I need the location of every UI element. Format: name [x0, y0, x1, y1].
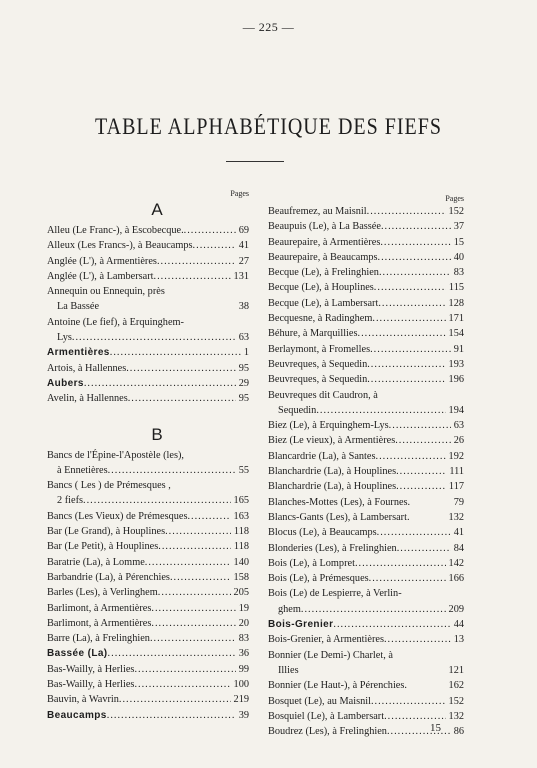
entry-text: Avelin, à Hallennes: [47, 393, 128, 405]
entry-page: 140: [233, 556, 249, 568]
index-entry: [47, 708, 249, 723]
entry-text: Barbandrie (La), à Pérenchies: [47, 571, 170, 583]
section-letter: B: [151, 424, 163, 444]
entry-text: Barlimont, à Armentières: [47, 602, 152, 614]
entry-text: Barles (Les), à Verlinghem: [47, 587, 158, 599]
dot-leader: [184, 223, 236, 238]
entry-page: 41: [238, 240, 249, 252]
index-entry: [268, 280, 464, 295]
entry-page: 152: [448, 695, 464, 707]
entry-text: Bosquet (Le), au Maisnil: [268, 695, 371, 707]
entry-text: Becquesne, à Radinghem: [268, 313, 373, 325]
signature-number: 15: [430, 722, 441, 734]
index-entry: [47, 692, 249, 707]
entry-page: 132: [448, 710, 464, 722]
entry-text: Beaucamps: [47, 709, 107, 721]
dot-leader: [119, 692, 231, 707]
entry-page: 115: [448, 282, 464, 294]
index-entry: [268, 464, 464, 479]
index-entry: [268, 219, 464, 234]
dot-leader: [396, 479, 446, 494]
index-entry: [268, 418, 464, 433]
entry-page: 91: [453, 343, 464, 355]
entry-text: Bancs de l'Épine-l'Apostèle (les),: [47, 449, 184, 461]
entry-page: 55: [238, 464, 249, 476]
index-entry: [47, 646, 249, 661]
index-entry: [47, 570, 249, 585]
entry-page: 219: [233, 694, 249, 706]
entry-page: 166: [448, 573, 464, 585]
entry-text: Bancs (Les Vieux) de Prémesques: [47, 510, 188, 522]
dot-leader: [395, 433, 450, 448]
dot-leader: [299, 663, 446, 678]
entry-page: 13: [453, 634, 464, 646]
entry-text: Bar (Le Grand), à Houplines: [47, 526, 166, 538]
index-entry: [47, 269, 249, 284]
dot-leader: [99, 299, 236, 314]
entry-text: Bois-Grenier, à Armentières: [268, 634, 384, 646]
entry-text: Bonnier (Le Demi-) Charlet, à: [268, 649, 393, 661]
dot-leader: [83, 493, 231, 508]
entry-text: Bas-Wailly, à Herlies: [47, 663, 135, 675]
index-entry-continued: [47, 448, 249, 463]
index-entry: [47, 238, 249, 253]
entry-page: 196: [448, 374, 464, 386]
dot-leader: [376, 449, 446, 464]
dot-leader: [355, 556, 446, 571]
index-entry: [268, 311, 464, 326]
entry-page: 165: [233, 495, 249, 507]
title-rule: [226, 161, 284, 162]
entry-text: Bar (Le Petit), à Houplines: [47, 541, 159, 553]
entry-text: Lys: [57, 332, 72, 344]
entry-page: 26: [453, 435, 464, 447]
dot-leader: [134, 677, 230, 692]
pages-label: Pages: [445, 194, 464, 203]
index-entry: [47, 493, 249, 508]
index-entry: [47, 330, 249, 345]
page-title: TABLE ALPHABÉTIQUE DES FIEFS: [95, 114, 442, 140]
index-entry: [47, 391, 249, 406]
entry-page: 37: [453, 221, 464, 233]
entry-text: Artois, à Hallennes: [47, 362, 127, 374]
index-entry: [268, 541, 464, 556]
entry-text: Alleux (Les Francs-), à Beaucamps: [47, 240, 193, 252]
index-entry: [268, 678, 464, 693]
index-entry-continued: [47, 315, 249, 330]
entry-text: Beuvreques dit Caudron, à: [268, 389, 378, 401]
entry-page: 95: [238, 362, 249, 374]
index-entry: [268, 694, 464, 709]
dot-leader: [151, 601, 235, 616]
index-entry: [268, 571, 464, 586]
entry-text: Béhure, à Marquillies: [268, 328, 358, 340]
dot-leader: [165, 524, 231, 539]
entry-page: 152: [448, 206, 464, 217]
index-entry: [47, 631, 249, 646]
entry-page: 194: [448, 404, 464, 416]
page-number: — 225 —: [242, 20, 295, 34]
entry-text: Illies: [278, 664, 299, 676]
entry-page: 39: [238, 709, 249, 721]
dot-leader: [379, 265, 451, 280]
entry-page: 79: [453, 496, 464, 508]
index-column-right: [268, 193, 464, 739]
entry-text: Biez (Le), à Erquinghem-Lys: [268, 420, 389, 432]
dot-leader: [410, 510, 446, 525]
entry-page: 209: [448, 603, 464, 615]
dot-leader: [374, 280, 446, 295]
index-entry: [47, 616, 249, 631]
entry-text: Beuvreques, à Sequedin: [268, 358, 368, 370]
entry-page: 63: [453, 420, 464, 432]
entry-page: 15: [453, 236, 464, 248]
entry-page: 1: [243, 347, 249, 359]
entry-text: Beaupuis (Le), à La Bassée: [268, 221, 381, 233]
entry-text: Bois (Le) de Lespierre, à Verlin-: [268, 588, 402, 600]
index-entry: [268, 250, 464, 265]
entry-page: 36: [238, 648, 249, 660]
index-entry: [268, 342, 464, 357]
dot-leader: [108, 646, 236, 661]
entry-page: 128: [448, 297, 464, 309]
entry-text: Baratrie (La), à Lomme: [47, 556, 145, 568]
dot-leader: [371, 694, 446, 709]
index-entry: [47, 677, 249, 692]
dot-leader: [372, 311, 445, 326]
entry-text: Blanches-Mottes (Les), à Fournes.: [268, 496, 411, 508]
entry-page: 163: [233, 510, 249, 522]
entry-page: 162: [448, 680, 464, 692]
entry-text: ghem: [278, 603, 301, 615]
index-entry: [268, 632, 464, 647]
section-letter: A: [151, 200, 163, 219]
dot-leader: [301, 602, 446, 617]
entry-text: Anglée (L'), à Armentières: [47, 255, 157, 267]
entry-page: 84: [453, 542, 464, 554]
entry-text: Bonnier (Le Haut-), à Pérenchies.: [268, 680, 407, 692]
index-entry: [268, 403, 464, 418]
index-entry: [47, 585, 249, 600]
dot-leader: [107, 708, 236, 723]
index-entry: [47, 539, 249, 554]
dot-leader: [72, 330, 236, 345]
entry-text: Blocus (Le), à Beaucamps: [268, 527, 377, 539]
entry-text: Becque (Le), à Lambersart: [268, 297, 379, 309]
index-entry: [268, 449, 464, 464]
index-entry: [268, 479, 464, 494]
index-entry: [268, 495, 464, 510]
entry-page: 158: [233, 571, 249, 583]
index-entry: [268, 433, 464, 448]
index-entry: [47, 555, 249, 570]
dot-leader: [389, 418, 451, 433]
index-entry: [268, 296, 464, 311]
entry-text: Aubers: [47, 377, 84, 389]
entry-page: 40: [453, 251, 464, 263]
index-entry: [268, 265, 464, 280]
entry-page: 205: [233, 587, 249, 599]
index-column-left: [47, 188, 249, 723]
entry-page: 44: [453, 619, 464, 631]
entry-text: Armentières: [47, 347, 110, 359]
index-entry: [47, 509, 249, 524]
index-entry: [268, 556, 464, 571]
entry-page: 19: [238, 602, 249, 614]
entry-page: 154: [448, 328, 464, 340]
dot-leader: [381, 219, 451, 234]
dot-leader: [367, 372, 445, 387]
entry-page: 118: [233, 541, 249, 553]
entry-text: Beaurepaire, à Beaucamps: [268, 251, 378, 263]
index-entry-continued: [47, 284, 249, 299]
index-entry: [268, 204, 464, 219]
dot-leader: [407, 678, 446, 693]
dot-leader: [377, 525, 451, 540]
index-entry: [268, 617, 464, 632]
entry-text: Antoine (Le fief), à Erquinghem-: [47, 316, 184, 328]
index-entry: [268, 663, 464, 678]
dot-leader: [387, 724, 451, 739]
entry-text: Barlimont, à Armentières: [47, 617, 152, 629]
entry-page: 83: [238, 633, 249, 645]
dot-leader: [126, 361, 235, 376]
dot-leader: [397, 541, 451, 556]
dot-leader: [157, 254, 236, 269]
entry-text: Beuvreques, à Sequedin: [268, 374, 368, 386]
entry-page: 192: [448, 450, 464, 462]
index-entry: [268, 372, 464, 387]
dot-leader: [333, 617, 450, 632]
entry-text: Bas-Wailly, à Herlies: [47, 679, 135, 691]
entry-text: Beaufremez, au Maisnil: [268, 206, 367, 217]
index-entry: [47, 223, 249, 238]
dot-leader: [367, 204, 446, 219]
entry-text: Alleu (Le Franc-), à Escobecque.: [47, 225, 184, 236]
dot-leader: [367, 357, 445, 372]
dot-leader: [145, 555, 231, 570]
entry-page: 121: [448, 664, 464, 676]
entry-page: 193: [448, 358, 464, 370]
entry-text: Berlaymont, à Fromelles: [268, 343, 371, 355]
dot-leader: [150, 631, 236, 646]
dot-leader: [369, 571, 446, 586]
entry-text: 2 fiefs: [57, 495, 84, 507]
entry-page: 132: [448, 511, 464, 523]
entry-text: Bois (Le), à Lompret: [268, 557, 355, 569]
entry-text: Becque (Le), à Houplines: [268, 282, 374, 294]
dot-leader: [128, 391, 236, 406]
index-entry: [47, 662, 249, 677]
entry-page: 69: [238, 225, 249, 236]
index-entry-continued: [268, 388, 464, 403]
entry-text: à Ennetières: [57, 464, 108, 476]
entry-page: 100: [233, 679, 249, 691]
entry-text: Becque (Le), à Frelinghien: [268, 267, 379, 279]
dot-leader: [380, 235, 450, 250]
entry-text: Biez (Le vieux), à Armentières: [268, 435, 396, 447]
entry-page: 29: [238, 377, 249, 389]
index-entry: [47, 376, 249, 391]
index-entry-continued: [268, 648, 464, 663]
pages-label: Pages: [230, 189, 249, 198]
entry-page: 99: [238, 663, 249, 675]
entry-page: 20: [238, 617, 249, 629]
entry-text: Bancs ( Les ) de Prémesques ,: [47, 480, 171, 492]
index-entry: [268, 510, 464, 525]
index-entry: [47, 361, 249, 376]
index-entry-continued: [47, 478, 249, 493]
index-entry: [47, 463, 249, 478]
entry-text: Bauvin, à Wavrin: [47, 694, 119, 706]
dot-leader: [384, 632, 451, 647]
entry-page: 117: [448, 481, 464, 493]
entry-page: 95: [238, 393, 249, 405]
entry-text: Bassée (La): [47, 648, 108, 660]
entry-page: 83: [453, 267, 464, 279]
entry-text: Blancardrie (La), à Santes: [268, 450, 376, 462]
entry-page: 171: [448, 313, 464, 325]
entry-text: Bois (Le), à Prémesques: [268, 573, 369, 585]
dot-leader: [396, 464, 446, 479]
entry-text: Sequedin: [278, 404, 317, 416]
dot-leader: [410, 495, 451, 510]
dot-leader: [108, 463, 236, 478]
index-entry: [47, 254, 249, 269]
entry-text: Blanchardrie (La), à Houplines: [268, 466, 397, 478]
entry-text: Annequin ou Ennequin, près: [47, 286, 165, 298]
entry-page: 38: [238, 301, 249, 313]
entry-page: 111: [449, 466, 464, 478]
entry-text: Blanchardrie (La), à Houplines: [268, 481, 397, 493]
entry-page: 142: [448, 557, 464, 569]
dot-leader: [84, 376, 236, 391]
entry-text: Bois-Grenier: [268, 619, 334, 631]
dot-leader: [110, 345, 241, 360]
entry-page: 41: [453, 527, 464, 539]
entry-page: 63: [238, 332, 249, 344]
dot-leader: [378, 296, 445, 311]
entry-text: Blonderies (Les), à Frelinghien: [268, 542, 397, 554]
entry-page: 131: [233, 270, 249, 282]
dot-leader: [187, 509, 230, 524]
dot-leader: [158, 539, 231, 554]
index-entry: [47, 299, 249, 314]
dot-leader: [378, 250, 451, 265]
index-entry: [268, 357, 464, 372]
index-entry: [268, 525, 464, 540]
entry-text: Blancs-Gants (Les), à Lambersart.: [268, 511, 410, 523]
entry-text: Boudrez (Les), à Frelinghien: [268, 726, 387, 738]
entry-text: Anglée (L'), à Lambersart: [47, 270, 154, 282]
entry-text: Barre (La), à Frelinghien: [47, 633, 150, 645]
index-entry: [268, 235, 464, 250]
dot-leader: [370, 342, 451, 357]
index-entry: [47, 524, 249, 539]
dot-leader: [316, 403, 445, 418]
entry-page: 118: [233, 526, 249, 538]
dot-leader: [158, 585, 231, 600]
dot-leader: [154, 269, 231, 284]
entry-text: Beaurepaire, à Armentières: [268, 236, 381, 248]
index-entry: [47, 345, 249, 360]
entry-page: 27: [238, 255, 249, 267]
entry-text: La Bassée: [57, 301, 100, 313]
dot-leader: [151, 616, 235, 631]
section-gap: [47, 407, 249, 424]
dot-leader: [134, 662, 235, 677]
dot-leader: [358, 326, 446, 341]
entry-page: 86: [453, 726, 464, 738]
entry-text: Bosquiel (Le), à Lambersart: [268, 710, 385, 722]
index-entry: [268, 602, 464, 617]
dot-leader: [193, 238, 236, 253]
index-entry: [268, 326, 464, 341]
dot-leader: [170, 570, 231, 585]
index-entry: [47, 601, 249, 616]
index-entry-continued: [268, 586, 464, 601]
